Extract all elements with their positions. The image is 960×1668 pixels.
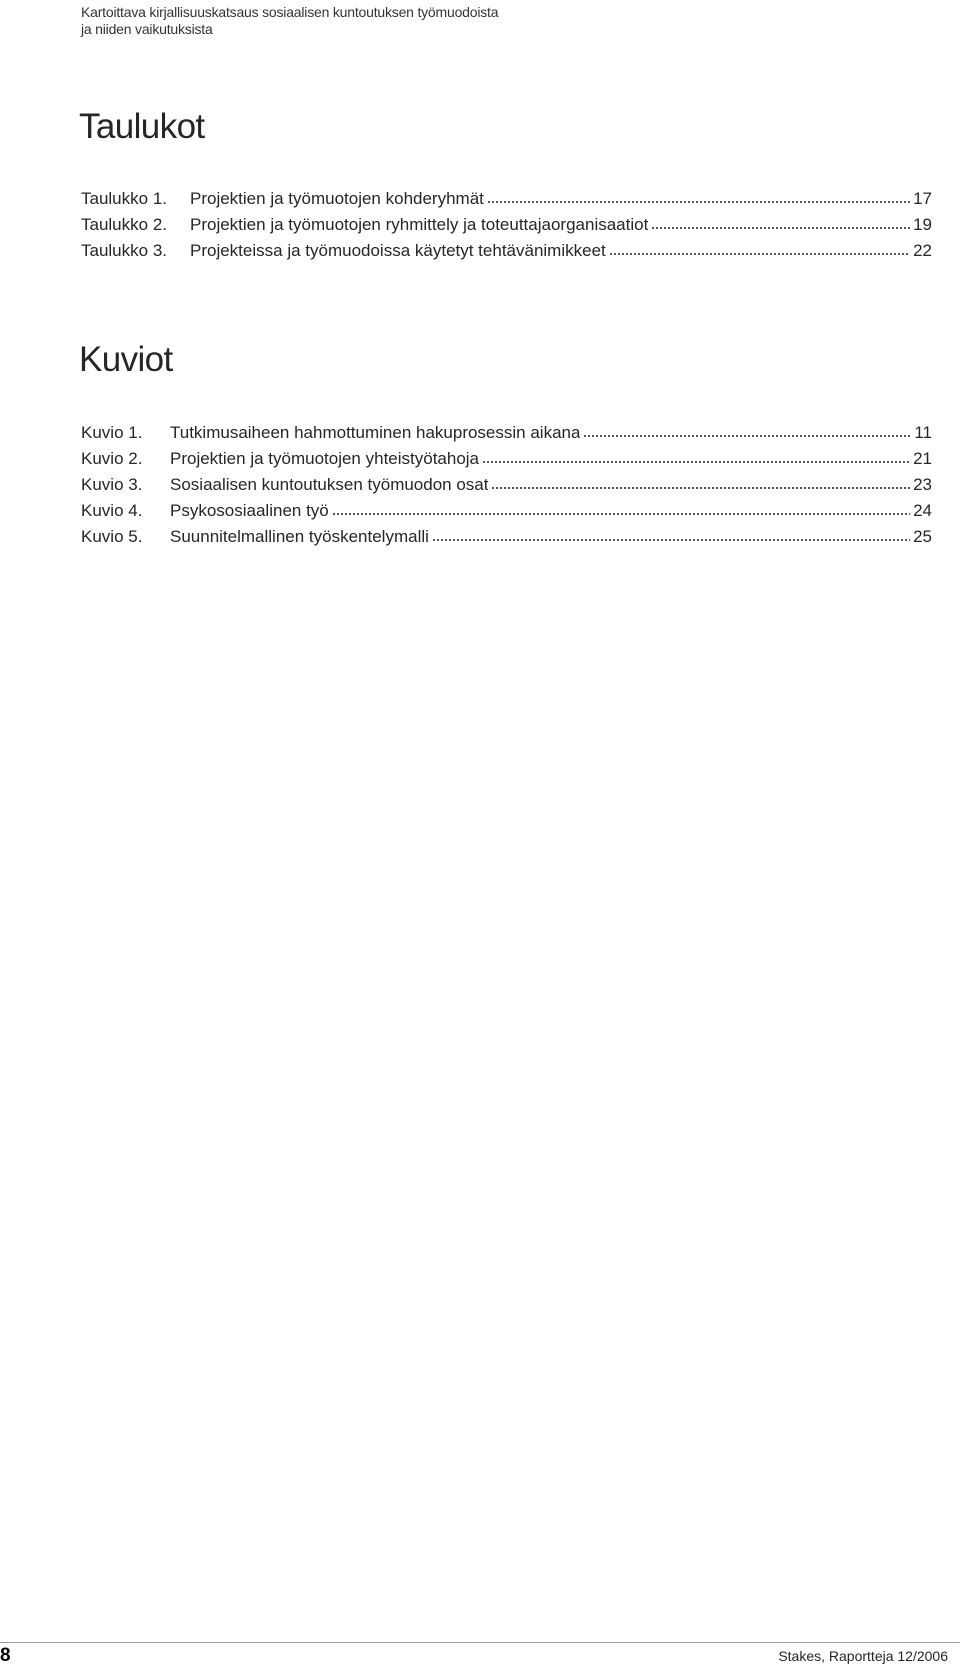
dot-leader (609, 253, 910, 255)
toc-entry-figure-4[interactable] (81, 498, 932, 524)
toc-entry-title: Projekteissa ja työmuodoissa käytetyt tehtävänimikkeet (190, 241, 606, 260)
toc-entry-page: 25 (913, 527, 932, 546)
tables-section-title: Taulukot (79, 107, 205, 146)
footer-publication: Stakes, Raportteja 12/2006 (778, 1648, 948, 1664)
toc-entry-figure-1[interactable] (81, 420, 932, 446)
figures-list (81, 420, 932, 550)
toc-entry-title: Psykososiaalinen työ (170, 501, 329, 520)
running-header (81, 4, 498, 38)
toc-entry-table-2[interactable] (81, 212, 932, 238)
toc-entry-figure-5[interactable] (81, 524, 932, 550)
dot-leader (583, 435, 911, 437)
toc-entry-table-1[interactable] (81, 186, 932, 212)
toc-entry-page: 24 (913, 501, 932, 520)
dot-leader (651, 227, 910, 229)
figures-section-title: Kuviot (79, 340, 173, 379)
dot-leader (491, 487, 910, 489)
running-header-line-1: Kartoittava kirjallisuuskatsaus sosiaalisen kuntoutuksen työmuodoista (81, 4, 499, 20)
toc-entry-figure-3[interactable] (81, 472, 932, 498)
toc-entry-label: Taulukko 3. (81, 241, 167, 260)
toc-entry-title: Projektien ja työmuotojen yhteistyötahoja (170, 449, 480, 468)
toc-entry-label: Kuvio 5. (81, 527, 143, 546)
toc-entry-page: 19 (913, 215, 932, 234)
toc-entry-title: Suunnitelmallinen työskentelymalli (170, 527, 429, 546)
toc-entry-title: Sosiaalisen kuntoutuksen työmuodon osat (170, 475, 489, 494)
running-header-line-2: ja niiden vaikutuksista (81, 21, 213, 37)
toc-entry-label: Kuvio 4. (81, 501, 143, 520)
toc-entry-figure-2[interactable] (81, 446, 932, 472)
toc-entry-title: Tutkimusaiheen hahmottuminen hakuprosessin aikana (170, 423, 581, 442)
toc-entry-page: 17 (913, 189, 932, 208)
tables-list (81, 186, 932, 264)
dot-leader (432, 539, 910, 541)
toc-entry-page: 23 (913, 475, 932, 494)
toc-entry-label: Kuvio 3. (81, 475, 143, 494)
toc-entry-label: Kuvio 1. (81, 423, 143, 442)
toc-entry-title: Projektien ja työmuotojen kohderyhmät (190, 189, 484, 208)
toc-entry-label: Taulukko 1. (81, 189, 167, 208)
toc-entry-label: Kuvio 2. (81, 449, 143, 468)
toc-entry-label: Taulukko 2. (81, 215, 167, 234)
toc-entry-page: 22 (913, 241, 932, 260)
footer-divider (0, 1642, 960, 1643)
page-number: 8 (0, 1645, 11, 1666)
toc-entry-page: 21 (913, 449, 932, 468)
toc-entry-title: Projektien ja työmuotojen ryhmittely ja toteuttajaorganisaatiot (190, 215, 649, 234)
dot-leader (487, 201, 910, 203)
toc-entry-table-3[interactable] (81, 238, 932, 264)
dot-leader (482, 461, 910, 463)
dot-leader (332, 513, 910, 515)
toc-entry-page: 11 (914, 423, 932, 442)
